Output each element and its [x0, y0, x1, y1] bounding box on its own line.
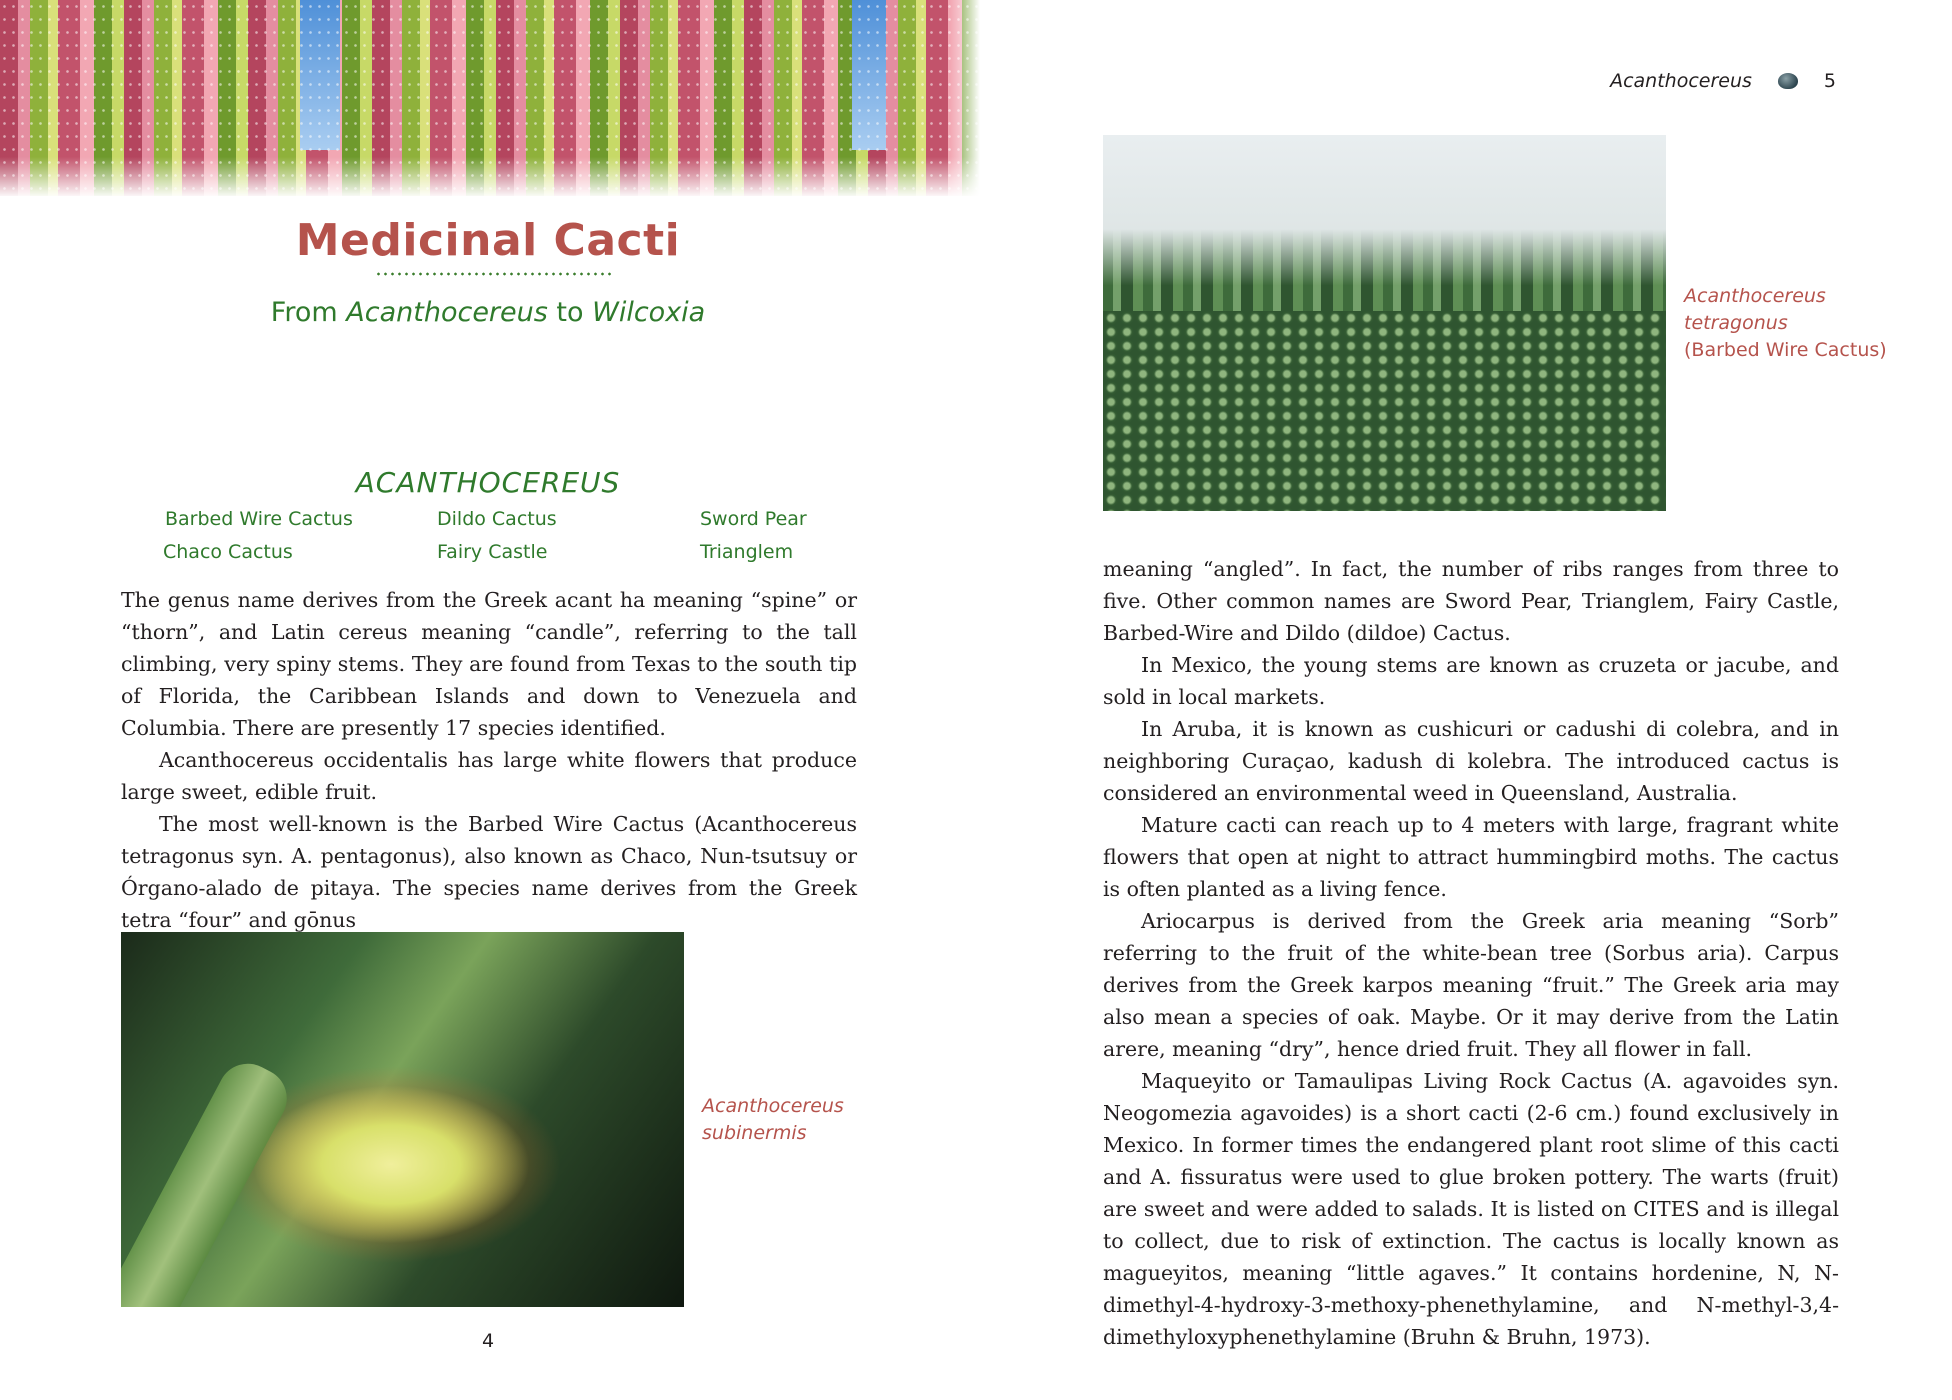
- common-name: Barbed Wire Cactus: [165, 508, 353, 530]
- common-name: Dildo Cactus: [437, 508, 557, 530]
- common-name: Sword Pear: [700, 508, 807, 530]
- paragraph: Ariocarpus is derived from the Greek aria meaning “Sorb” referring to the fruit of the white-bean tree (Sorbus aria). Carpus derives from the Greek karpos meaning “fruit.” The Greek aria may also mean a species of oak. Maybe. Or it may derive from the Latin arere, meaning “dry”, hence dried fruit. They all flower in fall.: [1103, 909, 1839, 1061]
- spines-texture: [0, 0, 980, 196]
- common-name: Trianglem: [700, 541, 794, 563]
- photo-caption: [702, 1093, 844, 1147]
- chapter-subtitle: [0, 297, 976, 328]
- subtitle-to: to: [556, 297, 584, 328]
- cactus-banner-photo: [0, 0, 980, 196]
- cactus-bush: [1103, 311, 1666, 511]
- paragraph: In Mexico, the young stems are known as cruzeta or jacube, and sold in local markets.: [1103, 653, 1839, 709]
- paragraph: meaning “angled”. In fact, the number of ribs ranges from three to five. Other common names are Sword Pear, Trianglem, Fairy Castle, Barbed-Wire and Dildo (dildoe) Cactus.: [1103, 557, 1839, 645]
- running-head-title: Acanthocereus: [1610, 70, 1752, 92]
- caption-line: Acanthocereus: [702, 1095, 844, 1117]
- running-head: [1610, 70, 1836, 92]
- section-heading: ACANTHOCEREUS: [355, 466, 621, 499]
- caption-line: (Barbed Wire Cactus): [1684, 339, 1887, 361]
- page-number: 4: [481, 1330, 495, 1352]
- flower-photo: [121, 932, 684, 1307]
- cactus-stem: [121, 1053, 297, 1307]
- paragraph: In Aruba, it is known as cushicuri or cadushi di colebra, and in neighboring Curaçao, kadush di kolebra. The introduced cactus is considered an environmental weed in Queensland, Australia.: [1103, 717, 1839, 805]
- caption-line: Acanthocereus: [1684, 285, 1826, 307]
- photo-caption: [1684, 283, 1887, 364]
- cactus-icon: [1778, 73, 1798, 89]
- right-body-text: [1103, 553, 1839, 1353]
- common-name: Chaco Cactus: [163, 541, 293, 563]
- subtitle-genus-start: Acanthocereus: [346, 297, 548, 328]
- paragraph: Maqueyito or Tamaulipas Living Rock Cactus (A. agavoides syn. Neogomezia agavoides) is a short cacti (2-6 cm.) found exclusively in Mexico. In former times the endangered plant root slime of this cacti and A. fissuratus were used to glue broken pottery. The warts (fruit) are sweet and were added to salads. It is listed on CITES and is illegal to collect, due to risk of extinction. The cactus is locally known as magueyitos, meaning “little agaves.” It contains hordenine, N, N-dimethyl-4-hydroxy-3-methoxy-phenethylamine, and N-methyl-3,4-dimethyloxyphenethylamine (Bruhn & Bruhn, 1973).: [1103, 1069, 1839, 1349]
- caption-line: subinermis: [702, 1122, 807, 1144]
- page-number: 5: [1823, 70, 1836, 92]
- left-body-text: [121, 584, 857, 936]
- subtitle-prefix: From: [270, 297, 338, 328]
- dotted-divider: [375, 272, 615, 276]
- paragraph: The genus name derives from the Greek acant ha meaning “spine” or “thorn”, and Latin cereus meaning “candle”, referring to the tall climbing, very spiny stems. They are found from Texas to the south tip of Florida, the Caribbean Islands and down to Venezuela and Columbia. There are presently 17 species identified.: [121, 588, 857, 740]
- paragraph: The most well-known is the Barbed Wire Cactus (Acanthocereus tetragonus syn. A. pentagonus), also known as Chaco, Nun-tsutsuy or Órgano-alado de pitaya. The species name derives from the Greek tetra “four” and gōnus: [121, 812, 857, 932]
- common-name: Fairy Castle: [437, 541, 548, 563]
- chapter-title: Medicinal Cacti: [295, 215, 681, 266]
- paragraph: Mature cacti can reach up to 4 meters with large, fragrant white flowers that open at night to attract hummingbird moths. The cactus is often planted as a living fence.: [1103, 813, 1839, 901]
- right-page: [976, 0, 1952, 1400]
- subtitle-genus-end: Wilcoxia: [592, 297, 706, 328]
- cactus-photo: [1103, 135, 1666, 511]
- paragraph: Acanthocereus occidentalis has large white flowers that produce large sweet, edible fruit.: [121, 748, 857, 804]
- caption-line: tetragonus: [1684, 312, 1788, 334]
